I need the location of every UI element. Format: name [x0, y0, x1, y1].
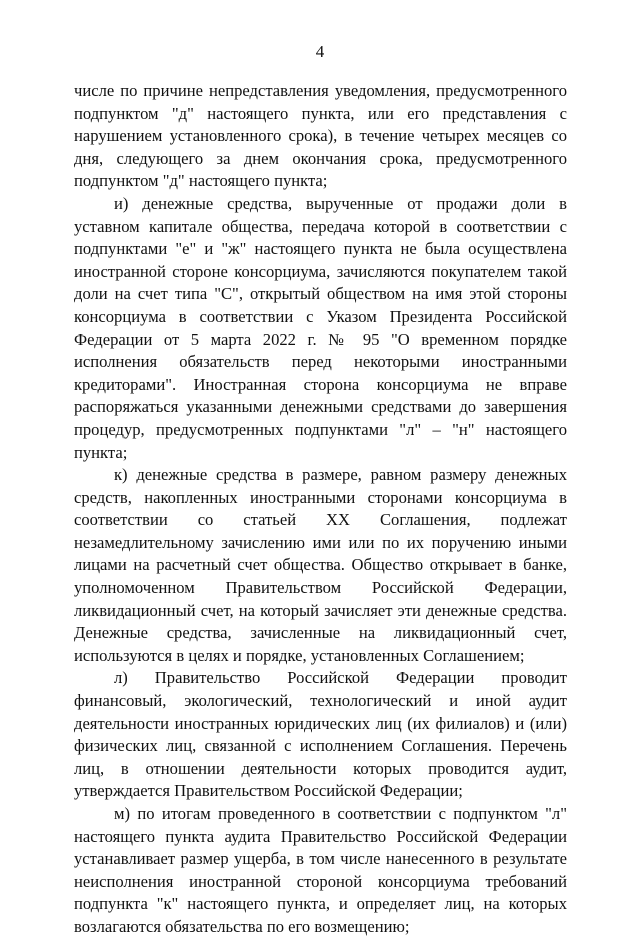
paragraph-item-i: и) денежные средства, вырученные от продажи доли в уставном капитале общества, передача которой в соответствии с подпунктами "е" и "ж" настоящего пункта не была осуществлена иностранной стороне консорциума, зачисляются покупателем такой доли на счет типа "С", открытый обществом на имя этой стороны консорциума в соответствии с Указом Президента Российской Федерации от 5 марта 2022 г. № 95 "О временном порядке исполнения обязательств перед некоторыми иностранными кредиторами". Иностранная сторона консорциума не вправе распоряжаться указанными денежными средствами до завершения процедур, предусмотренных подпунктами "л" – "н" настоящего пункта; [74, 193, 567, 462]
page-number: 4 [315, 42, 325, 61]
document-body [74, 80, 567, 939]
paragraph-item-m: м) по итогам проведенного в соответствии с подпунктом "л" настоящего пункта аудита Правительство Российской Федерации устанавливает размер ущерба, в том числе нанесенного в результате неисполнения иностранной стороной консорциума требований подпункта "к" настоящего пункта, и определяет лиц, на которых возлагаются обязательства по его возмещению; [74, 804, 567, 936]
paragraph-item-l: л) Правительство Российской Федерации проводит финансовый, экологический, технологический и иной аудит деятельности иностранных юридических лиц (их филиалов) и (или) физических лиц, связанной с исполнением Соглашения. Перечень лиц, в отношении деятельности которых проводится аудит, утверждается Правительством Российской Федерации; [74, 668, 567, 801]
paragraph-item-k: к) денежные средства в размере, равном размеру денежных средств, накопленных иностранными сторонами консорциума в соответствии со статьей XX Соглашения, подлежат незамедлительному зачислению ими или по их поручению иными лицами на расчетный счет общества. Общество открывает в банке, уполномоченном Правительством Российской Федерации, ликвидационный счет, на который зачисляет эти денежные средства. Денежные средства, зачисленные на ликвидационный счет, используются в целях и порядке, установленных Соглашением; [74, 465, 567, 665]
paragraph-continuation: числе по причине непредставления уведомления, предусмотренного подпунктом "д" настоящего пункта, или его представления с нарушением установленного срока), в течение четырех месяцев со дня, следующего за днем окончания срока, предусмотренного подпунктом "д" настоящего пункта; [74, 81, 567, 191]
